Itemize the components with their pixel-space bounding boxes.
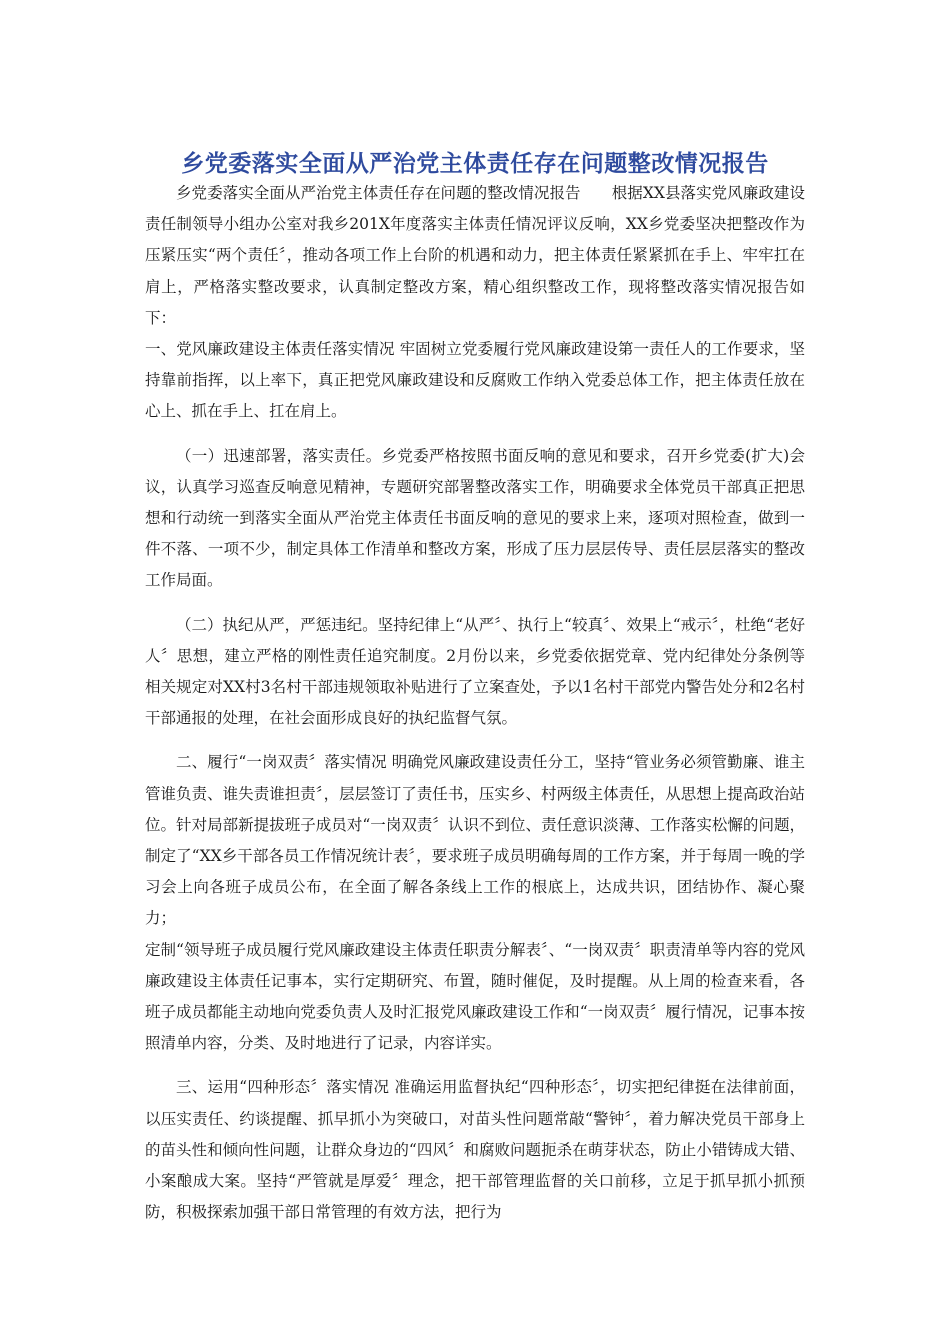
paragraph-intro: 乡党委落实全面从严治党主体责任存在问题的整改情况报告 根据XX县落实党风廉政建设责任制领导小组办公室对我乡201X年度落实主体责任情况评议反响，XX乡党委坚决把整改作为压紧压实“两个责任〞，推动各项工作上台阶的机遇和动力，把主体责任紧紧抓在手上、牢牢扛在肩上，严格落实整改要求，认真制定整改方案，精心组织整改工作，现将整改落实情况报告如下： [145,184,805,327]
document-body [145,178,805,1229]
paragraph-section-1: 一、党风廉政建设主体责任落实情况 牢固树立党委履行党风廉政建设第一责任人的工作要求，坚持靠前指挥，以上率下，真正把党风廉政建设和反腐败工作纳入党委总体工作，把主体责任放在心上、抓在手上、扛在肩上。 [145,340,805,421]
paragraph-section-3: 三、运用“四种形态〞落实情况 准确运用监督执纪“四种形态〞，切实把纪律挺在法律前面，以压实责任、约谈提醒、抓早抓小为突破口，对苗头性问题常敲“警钟〞，着力解决党员干部身上的苗头性和倾向性问题，让群众身边的“四风〞和腐败问题扼杀在萌芽状态，防止小错铸成大错、小案酿成大案。坚持“严管就是厚爱〞理念，把干部管理监督的关口前移，立足于抓早抓小抓预防，积极探索加强干部日常管理的有效方法，把行为 [145,1078,805,1222]
paragraph-section-1-item-2: （二）执纪从严，严惩违纪。坚持纪律上“从严〞、执行上“较真〞、效果上“戒示〞，杜绝“老好人〞思想，建立严格的刚性责任追究制度。2月份以来，乡党委依据党章、党内纪律处分条例等相关规定对XX村3名村干部违规领取补贴进行了立案查处，予以1名村干部党内警告处分和2名村干部通报的处理，在社会面形成良好的执纪监督气氛。 [145,615,805,728]
document-title: 乡党委落实全面从严治党主体责任存在问题整改情况报告 [181,151,769,178]
paragraph-section-2-continued: 定制“领导班子成员履行党风廉政建设主体责任职责分解表〞、“一岗双责〞职责清单等内容的党风廉政建设主体责任记事本，实行定期研究、布置，随时催促，及时提醒。从上周的检查来看，各班子成员都能主动地向党委负责人及时汇报党风廉政建设工作和“一岗双责〞履行情况，记事本按照清单内容，分类、及时地进行了记录，内容详实。 [145,940,805,1053]
paragraph-section-2: 二、履行“一岗双责〞落实情况 明确党风廉政建设责任分工，坚持“管业务必须管勤廉、谁主管谁负责、谁失责谁担责〞，层层签订了责任书，压实乡、村两级主体责任，从思想上提高政治站位。针对局部新提拔班子成员对“一岗双责〞认识不到位、责任意识淡薄、工作落实松懈的问题，制定了“XX乡干部各员工作情况统计表〞，要求班子成员明确每周的工作方案，并于每周一晚的学习会上向各班子成员公布，在全面了解各条线上工作的根底上，达成共识，团结协作、凝心聚力； [145,753,805,928]
paragraph-section-1-item-1: （一）迅速部署，落实责任。乡党委严格按照书面反响的意见和要求，召开乡党委(扩大)会议，认真学习巡查反响意见精神，专题研究部署整改落实工作，明确要求全体党员干部真正把思想和行动统一到落实全面从严治党主体责任书面反响的意见的要求上来，逐项对照检查，做到一件不落、一项不少，制定具体工作清单和整改方案，形成了压力层层传导、责任层层落实的整改工作局面。 [145,446,805,590]
